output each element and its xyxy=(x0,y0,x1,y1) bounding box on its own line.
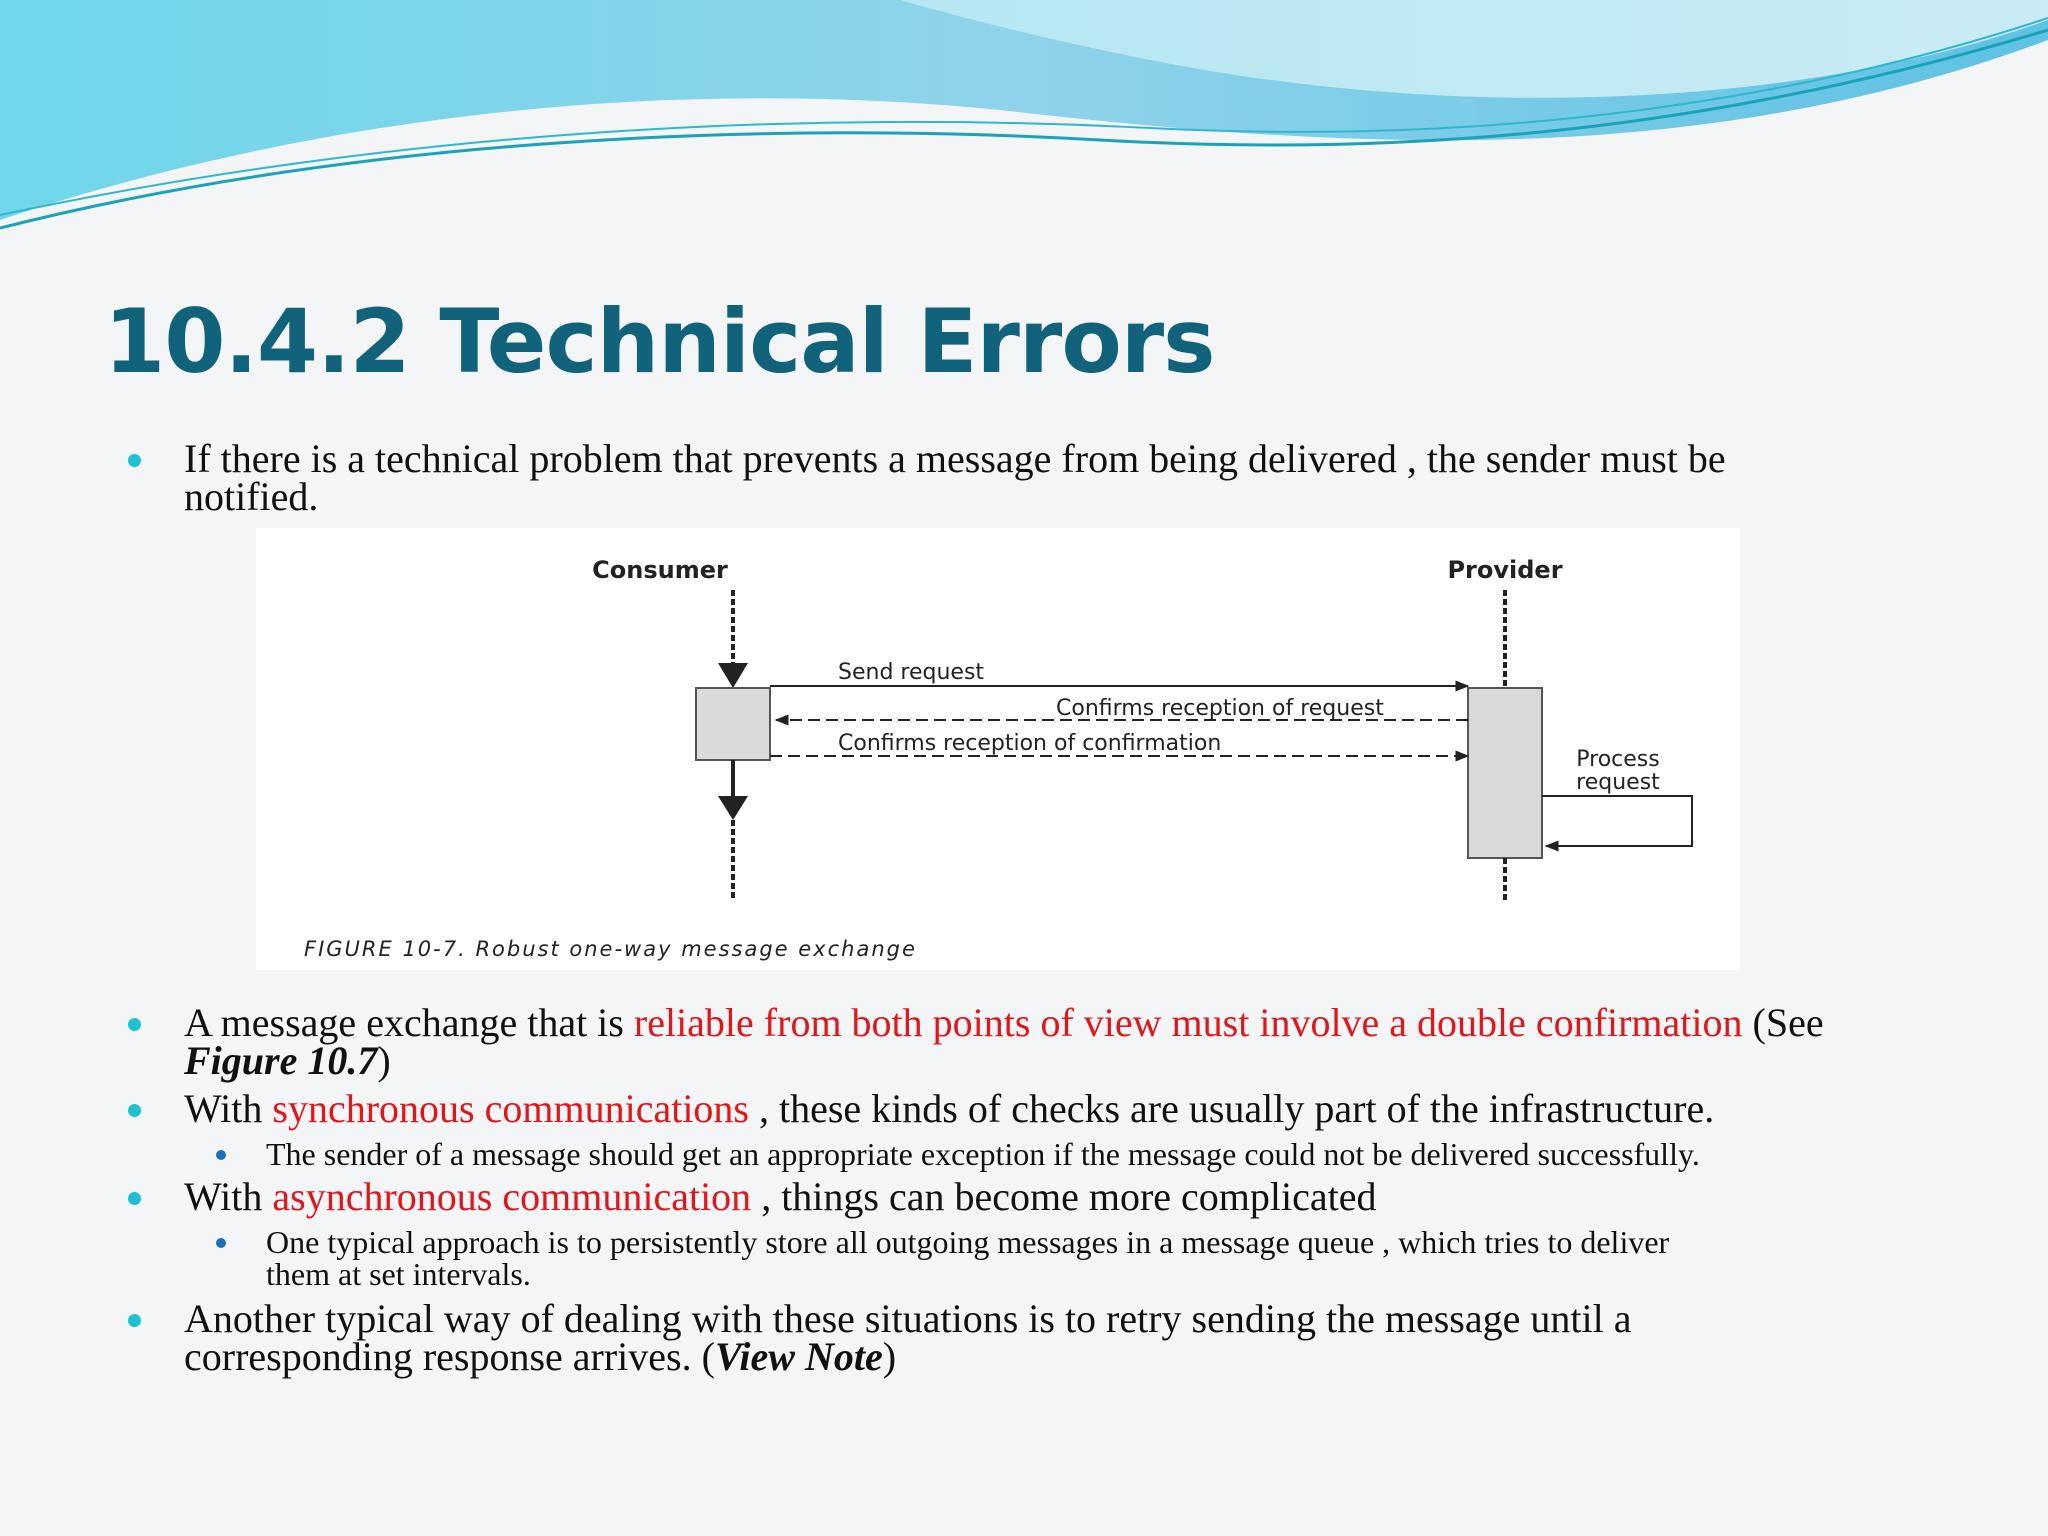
consumer-label: Consumer xyxy=(592,556,728,584)
confirm-request-label: Confirms reception of request xyxy=(1056,696,1384,721)
bullet-technical-problem xyxy=(184,436,1726,519)
send-request-label: Send request xyxy=(838,660,985,685)
provider-activation xyxy=(1468,688,1542,858)
highlight-asynchronous: asynchronous communication xyxy=(272,1174,752,1219)
bullet-dot xyxy=(128,1192,141,1205)
bullet-dot xyxy=(128,1018,141,1031)
view-note-link[interactable]: View Note xyxy=(714,1334,883,1379)
sub-bullet-line: One typical approach is to persistently store all outgoing messages in a message queue , which tries to deliver xyxy=(266,1224,1670,1260)
bullet-line: Figure 10.7) xyxy=(184,1038,391,1083)
header-wave-decoration xyxy=(0,0,2048,240)
page-title: 10.4.2 Technical Errors xyxy=(104,290,1215,393)
sub-bullet-message-queue xyxy=(266,1226,1669,1290)
sub-bullet-exception xyxy=(266,1138,1700,1170)
bullet-line: If there is a technical problem that prevents a message from being delivered , the sender must be xyxy=(184,436,1726,481)
bullet-dot xyxy=(128,454,141,467)
bullet-line: Another typical way of dealing with these situations is to retry sending the message until a xyxy=(184,1296,1632,1341)
bullet-asynchronous xyxy=(184,1174,1377,1219)
highlight-synchronous: synchronous communications xyxy=(272,1086,749,1131)
process-loop-arrow xyxy=(1542,796,1692,846)
bullet-line: With asynchronous communication , things can become more complicated xyxy=(184,1174,1377,1219)
figure-caption: FIGURE 10-7. Robust one-way message exchange xyxy=(304,937,917,961)
sub-bullet-line: The sender of a message should get an appropriate exception if the message could not be delivered successfully. xyxy=(266,1136,1700,1172)
figure-reference: Figure 10.7 xyxy=(184,1038,378,1083)
provider-label: Provider xyxy=(1447,556,1563,584)
bullet-line: A message exchange that is reliable from both points of view must involve a double confirmation (See xyxy=(184,1000,1824,1045)
sub-bullet-dot xyxy=(216,1238,226,1248)
confirm-confirmation-label: Confirms reception of confirmation xyxy=(838,731,1222,756)
sub-bullet-dot xyxy=(216,1150,226,1160)
bullet-dot xyxy=(128,1104,141,1117)
sequence-diagram-figure xyxy=(256,528,1740,970)
sub-bullet-line: them at set intervals. xyxy=(266,1256,531,1292)
sequence-diagram xyxy=(256,528,1740,970)
bullet-dot xyxy=(128,1314,141,1327)
consumer-arrow-down xyxy=(718,663,748,688)
process-label-2: request xyxy=(1576,770,1660,795)
consumer-arrow-down-2 xyxy=(718,796,748,820)
bullet-line: With synchronous communications , these kinds of checks are usually part of the infrastructure. xyxy=(184,1086,1715,1131)
process-label-1: Process xyxy=(1576,747,1660,772)
bullet-double-confirmation xyxy=(184,1000,1824,1083)
consumer-activation xyxy=(696,688,770,760)
bullet-line: corresponding response arrives. (View Note) xyxy=(184,1334,897,1379)
bullet-line: notified. xyxy=(184,474,319,519)
highlight-reliable: reliable from both points of view must involve a double confirmation xyxy=(633,1000,1743,1045)
bullet-synchronous xyxy=(184,1086,1715,1131)
bullet-retry xyxy=(184,1296,1632,1379)
